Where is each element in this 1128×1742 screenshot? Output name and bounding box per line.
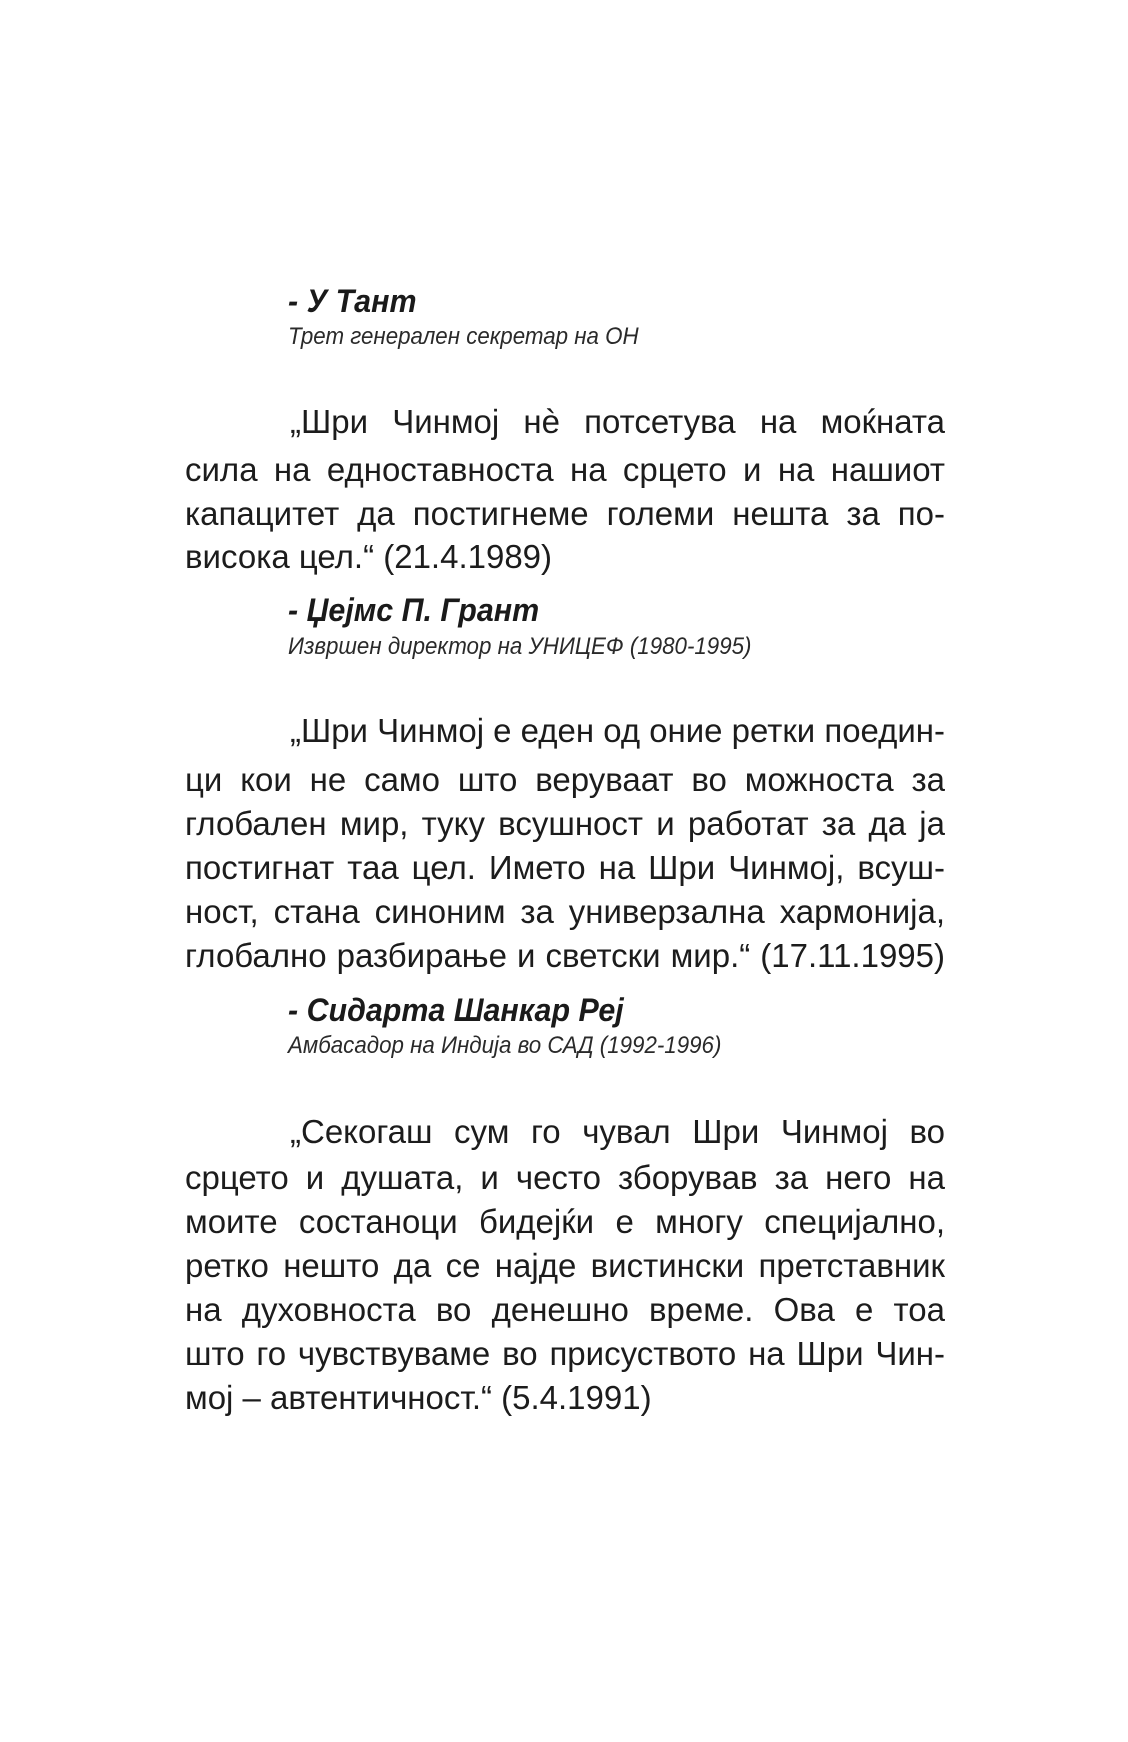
quote-line: глобален мир, туку всушност и работат за да ја — [185, 805, 945, 842]
attribution-role: Трет генерален секретар на ОН — [288, 323, 639, 350]
quote-line: глобално разбирање и светски мир.“ (17.11.1995) — [185, 937, 945, 974]
attribution-name: - Џејмс П. Грант — [288, 592, 540, 628]
quote-line: што го чувствуваме во присуството на Шри Чин- — [185, 1335, 945, 1372]
quote-line: „Шри Чинмој е еден од оние ретки поедин- — [290, 712, 945, 749]
attribution-role: Амбасадор на Индија во САД (1992-1996) — [288, 1032, 722, 1059]
quote-line: ност, стана синоним за универзална хармонија, — [185, 893, 945, 930]
quote-line: ци кои не само што веруваат во можноста за — [185, 761, 945, 798]
quote-line: „Секогаш сум го чувал Шри Чинмој во — [290, 1113, 945, 1150]
attribution-role: Извршен директор на УНИЦЕФ (1980-1995) — [288, 633, 752, 660]
quote-line: моите состаноци бидејќи е многу специјално, — [185, 1203, 945, 1240]
quote-line: мој – автентичност.“ (5.4.1991) — [185, 1379, 652, 1416]
quote-line: сила на едноставноста на срцето и на нашиот — [185, 451, 945, 488]
quote-line: капацитет да постигнеме големи нешта за по- — [185, 495, 945, 532]
attribution-name: - Сидарта Шанкар Реј — [288, 992, 624, 1028]
quote-line: ретко нешто да се најде вистински претставник — [185, 1247, 945, 1284]
quote-line: висока цел.“ (21.4.1989) — [185, 538, 553, 575]
quote-line: на духовноста во денешно време. Ова е тоа — [185, 1291, 945, 1328]
attribution-name: - У Тант — [288, 283, 417, 319]
quote-line: постигнат таа цел. Името на Шри Чинмој, всуш- — [185, 849, 945, 886]
quote-line: срцето и душата, и често зборував за него на — [185, 1159, 945, 1196]
quote-line: „Шри Чинмој нè потсетува на моќната — [290, 403, 945, 440]
